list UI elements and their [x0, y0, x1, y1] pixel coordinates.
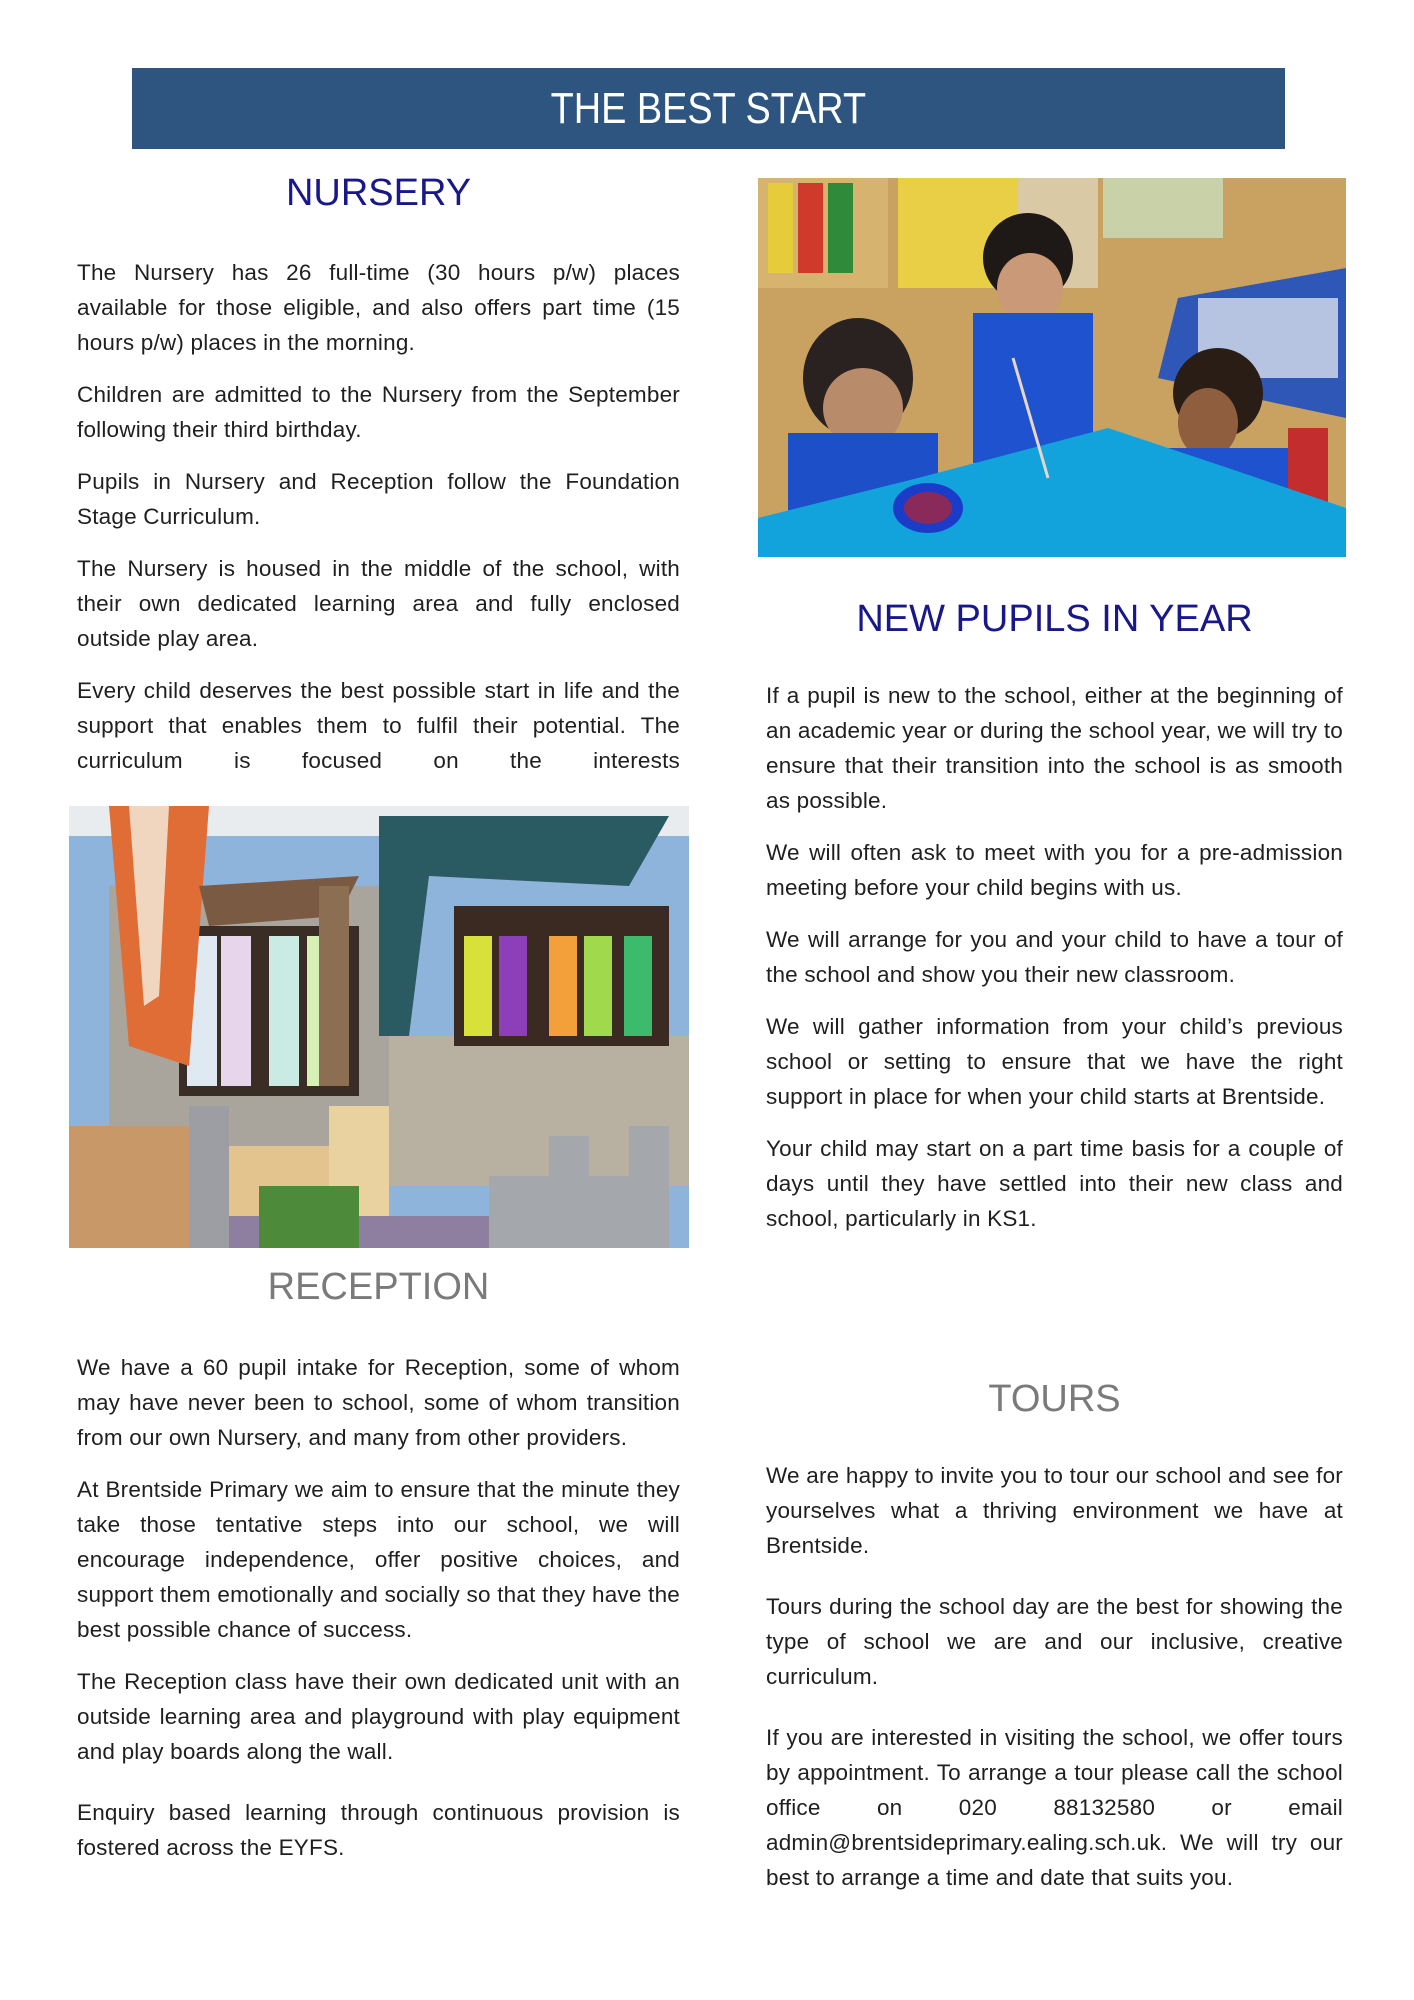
page-title: THE BEST START: [550, 83, 867, 133]
reception-paragraph: We have a 60 pupil intake for Reception, some of whom may have never been to school, some of whom transition from our own Nursery, and many from other providers.: [77, 1355, 680, 1450]
nursery-text: [77, 255, 680, 795]
nursery-heading: NURSERY: [285, 172, 472, 214]
tours-text: [766, 1458, 1343, 1912]
new-pupils-paragraph: Your child may start on a part time basis for a couple of days until they have settled into their new class and school, particularly in KS1.: [766, 1136, 1343, 1231]
new-pupils-paragraph: We will arrange for you and your child to have a tour of the school and show you their new classroom.: [766, 927, 1343, 987]
nursery-paragraph: The Nursery is housed in the middle of the school, with their own dedicated learning area and fully enclosed outside play area.: [77, 556, 680, 651]
reception-text: [77, 1350, 680, 1882]
tours-paragraph: Tours during the school day are the best for showing the type of school we are and our inclusive, creative curriculum.: [766, 1594, 1343, 1689]
new-pupils-paragraph: We will gather information from your child’s previous school or setting to ensure that we have the right support in place for when your child starts at Brentside.: [766, 1014, 1343, 1109]
reception-paragraph: At Brentside Primary we aim to ensure that the minute they take those tentative steps into our school, we will encourage independence, offer positive choices, and support them emotionally and socially so that they have the best possible chance of success.: [77, 1477, 680, 1642]
nursery-paragraph: Children are admitted to the Nursery from the September following their third birthday.: [77, 382, 680, 442]
nursery-paragraph: Every child deserves the best possible start in life and the support that enables them to fulfil their potential. The curriculum is focused on the interests: [77, 678, 680, 773]
reception-paragraph: The Reception class have their own dedicated unit with an outside learning area and playground with play equipment and play boards along the wall.: [77, 1669, 680, 1764]
nursery-paragraph: The Nursery has 26 full-time (30 hours p/w) places available for those eligible, and also offers part time (15 hours p/w) places in the morning.: [77, 260, 680, 355]
classroom-photo: [758, 178, 1346, 557]
tours-heading: TOURS: [988, 1378, 1121, 1420]
new-pupils-heading: NEW PUPILS IN YEAR: [856, 598, 1253, 640]
reception-paragraph: Enquiry based learning through continuous provision is fostered across the EYFS.: [77, 1800, 680, 1860]
new-pupils-paragraph: We will often ask to meet with you for a pre-admission meeting before your child begins with us.: [766, 840, 1343, 900]
tours-paragraph: We are happy to invite you to tour our school and see for yourselves what a thriving environment we have at Brentside.: [766, 1463, 1343, 1558]
nursery-paragraph: Pupils in Nursery and Reception follow the Foundation Stage Curriculum.: [77, 469, 680, 529]
new-pupils-text: [766, 678, 1343, 1253]
reception-heading: RECEPTION: [267, 1266, 490, 1308]
tours-paragraph: If you are interested in visiting the school, we offer tours by appointment. To arrange a tour please call the school office on 020 88132580 or email admin@brentsideprimary.ealing.sch.uk. We will try our best to arrange a time and date that suits you.: [766, 1725, 1343, 1890]
new-pupils-paragraph: If a pupil is new to the school, either at the beginning of an academic year or during the school year, we will try to ensure that their transition into the school is as smooth as possible.: [766, 683, 1343, 813]
roleplay-photo: [69, 806, 689, 1248]
page-banner: [132, 68, 1285, 149]
